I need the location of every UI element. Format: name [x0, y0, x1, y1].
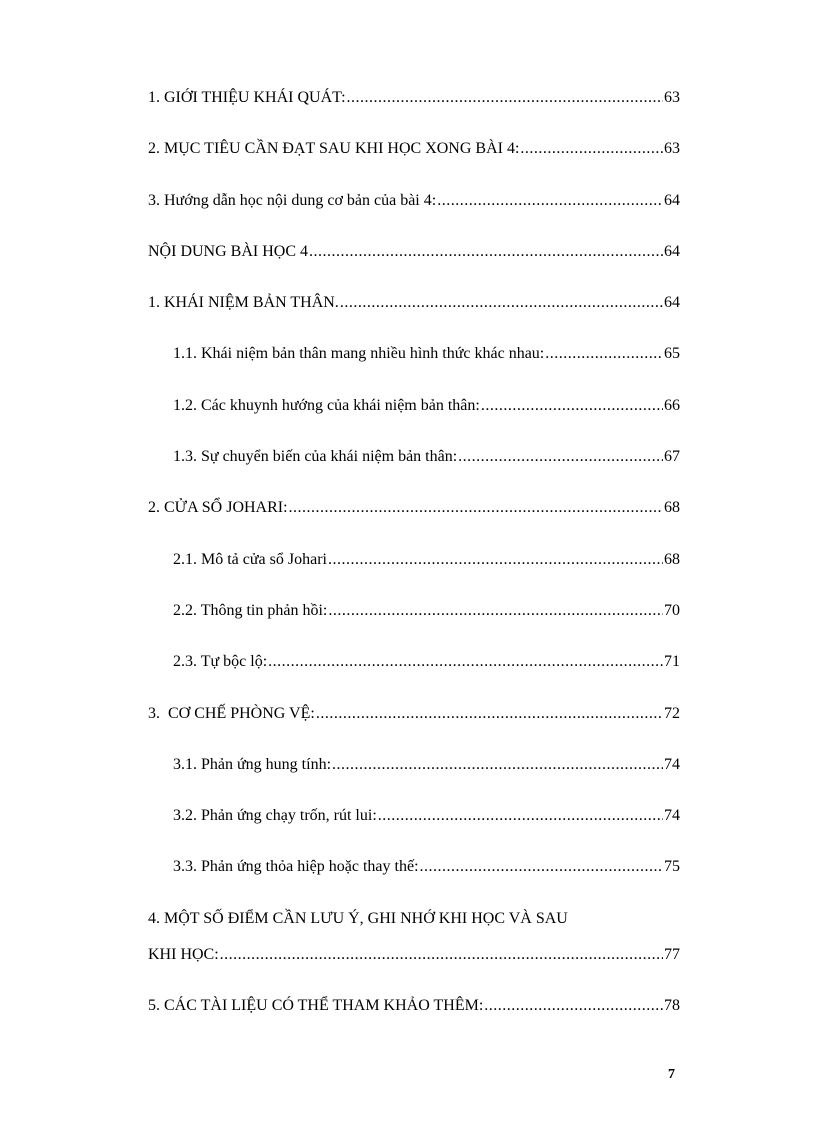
- toc-entry-page: 71: [664, 653, 680, 671]
- toc-leader-dots: [458, 447, 663, 467]
- toc-leader-dots: [437, 191, 663, 211]
- toc-entry-title: 3.1. Phản ứng hung tính:: [173, 755, 332, 773]
- toc-entry-title: 1.2. Các khuynh hướng của khái niệm bản thân:: [173, 396, 480, 414]
- toc-entry[interactable]: [148, 242, 680, 262]
- toc-leader-dots: [220, 945, 663, 965]
- toc-entry-page: 64: [664, 191, 680, 209]
- toc-leader-dots: [332, 755, 663, 775]
- toc-entry-page: 66: [664, 396, 680, 414]
- toc-subentry[interactable]: [148, 652, 680, 672]
- toc-leader-dots: [420, 857, 663, 877]
- toc-entry-page: 64: [664, 242, 680, 260]
- toc-leader-dots: [484, 996, 663, 1016]
- toc-entry-page: 68: [664, 550, 680, 568]
- toc-subentry[interactable]: [148, 396, 680, 416]
- toc-subentry[interactable]: [148, 447, 680, 467]
- toc-subentry[interactable]: [148, 344, 680, 364]
- toc-entry-page: 72: [664, 704, 680, 722]
- toc-entry-page: 65: [664, 345, 680, 363]
- toc-subentry[interactable]: [148, 601, 680, 621]
- toc-entry[interactable]: [148, 704, 680, 724]
- toc-entry[interactable]: [148, 191, 680, 211]
- toc-entry-title: 3.2. Phản ứng chạy trốn, rút lui:: [173, 807, 377, 825]
- page-number: 7: [668, 1067, 675, 1082]
- toc-leader-dots: [309, 242, 663, 262]
- toc-entry-title: 2.1. Mô tả cửa sổ Johari: [173, 550, 327, 568]
- toc-entry-page: 77: [664, 945, 680, 963]
- toc-leader-dots: [268, 652, 663, 672]
- toc-entry-title: 2.2. Thông tin phản hồi:: [173, 601, 328, 619]
- toc-entry[interactable]: [148, 996, 680, 1016]
- toc-entry-title: 3. CƠ CHẾ PHÒNG VỆ:: [148, 704, 315, 722]
- toc-entry-title-line2: KHI HỌC:: [148, 945, 219, 963]
- toc-entry-page: 78: [664, 997, 680, 1015]
- toc-subentry[interactable]: [148, 550, 680, 570]
- toc-entry-title: 2. CỬA SỔ JOHARI:: [148, 499, 288, 517]
- toc-entry-title: 3.3. Phản ứng thỏa hiệp hoặc thay thế:: [173, 858, 419, 876]
- table-of-contents: [148, 88, 680, 1047]
- toc-subentry[interactable]: [148, 806, 680, 826]
- toc-entry[interactable]: [148, 139, 680, 159]
- toc-leader-dots: [520, 139, 663, 159]
- toc-entry-page: 63: [664, 140, 680, 158]
- toc-entry-page: 74: [664, 807, 680, 825]
- toc-entry-page: 74: [664, 755, 680, 773]
- toc-entry-page: 75: [664, 858, 680, 876]
- toc-entry-title: 2.3. Tự bộc lộ:: [173, 653, 268, 671]
- toc-entry-title: 1. KHÁI NIỆM BẢN THÂN.: [148, 294, 339, 312]
- toc-leader-dots: [289, 498, 663, 518]
- toc-subentry[interactable]: [148, 755, 680, 775]
- toc-entry-title: 1.3. Sự chuyển biến của khái niệm bản thân:: [173, 448, 458, 466]
- toc-entry-title: 1. GIỚI THIỆU KHÁI QUÁT:: [148, 89, 346, 106]
- toc-entry-page: 64: [664, 294, 680, 312]
- toc-entry-title: 1.1. Khái niệm bản thân mang nhiều hình thức khác nhau:: [173, 345, 545, 363]
- toc-leader-dots: [545, 344, 663, 364]
- toc-entry[interactable]: [148, 909, 680, 965]
- toc-entry-title: 2. MỤC TIÊU CẦN ĐẠT SAU KHI HỌC XONG BÀI 4:: [148, 140, 520, 158]
- toc-leader-dots: [316, 704, 663, 724]
- toc-entry[interactable]: [148, 88, 680, 108]
- toc-leader-dots: [328, 601, 663, 621]
- toc-subentry[interactable]: [148, 857, 680, 877]
- toc-entry-page: 70: [664, 601, 680, 619]
- toc-leader-dots: [481, 396, 663, 416]
- toc-entry-title: NỘI DUNG BÀI HỌC 4: [148, 242, 308, 260]
- toc-entry[interactable]: [148, 293, 680, 313]
- toc-entry-page: 67: [664, 448, 680, 466]
- toc-entry-page: 68: [664, 499, 680, 517]
- toc-leader-dots: [328, 550, 663, 570]
- toc-leader-dots: [340, 293, 663, 313]
- toc-leader-dots: [347, 88, 663, 108]
- toc-entry-page: 63: [664, 89, 680, 106]
- toc-leader-dots: [378, 806, 663, 826]
- toc-entry-title-line1: 4. MỘT SỐ ĐIỂM CẦN LƯU Ý, GHI NHỚ KHI HỌC VÀ SAU: [148, 909, 568, 927]
- toc-entry-title: 3. Hướng dẫn học nội dung cơ bản của bài 4:: [148, 191, 437, 209]
- toc-entry[interactable]: [148, 498, 680, 518]
- toc-entry-title: 5. CÁC TÀI LIỆU CÓ THỂ THAM KHẢO THÊM:: [148, 997, 484, 1015]
